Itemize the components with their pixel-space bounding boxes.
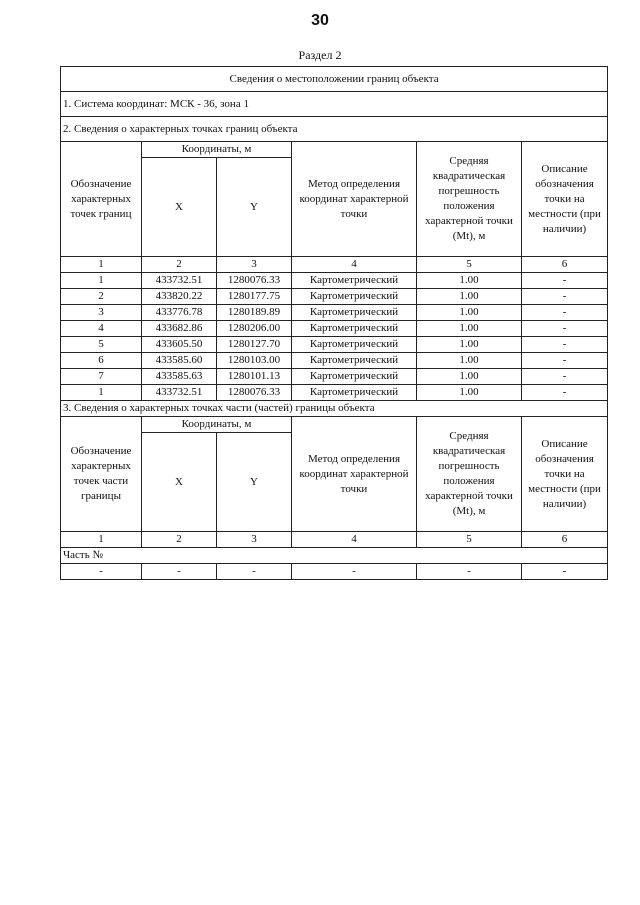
header-y-part: Y bbox=[217, 433, 292, 532]
part-row: - - - - - - bbox=[61, 564, 608, 580]
coord-system: 1. Система координат: МСК - 36, зона 1 bbox=[61, 92, 608, 117]
table-row: 1 433732.51 1280076.33 Картометрический 1.00 - bbox=[61, 273, 608, 289]
part-label: Часть № bbox=[61, 548, 608, 564]
header-method-part: Метод определения координат характерной точки bbox=[292, 417, 417, 532]
boundary-table bbox=[60, 66, 608, 580]
table-row: 3 433776.78 1280189.89 Картометрический 1.00 - bbox=[61, 305, 608, 321]
table-row: 4 433682.86 1280206.00 Картометрический 1.00 - bbox=[61, 321, 608, 337]
header-point-designation: Обозначение характерных точек границ bbox=[61, 142, 142, 257]
header-x: X bbox=[142, 158, 217, 257]
header-method: Метод определения координат характерной точки bbox=[292, 142, 417, 257]
header-error-part: Средняя квадратическая погрешность положения характерной точки (Mt), м bbox=[417, 417, 522, 532]
header-coordinates: Координаты, м bbox=[142, 142, 292, 158]
header-description-part: Описание обозначения точки на местности (при наличии) bbox=[522, 417, 608, 532]
table-row: 2 433820.22 1280177.75 Картометрический 1.00 - bbox=[61, 289, 608, 305]
section2-title: 2. Сведения о характерных точках границ объекта bbox=[61, 117, 608, 142]
header-part-point-designation: Обозначение характерных точек части границы bbox=[61, 417, 142, 532]
header-y: Y bbox=[217, 158, 292, 257]
section3-title: 3. Сведения о характерных точках части (частей) границы объекта bbox=[61, 401, 608, 417]
table-row: 6 433585.60 1280103.00 Картометрический 1.00 - bbox=[61, 353, 608, 369]
col-number-row-part: 1 2 3 4 5 6 bbox=[61, 532, 608, 548]
header-x-part: X bbox=[142, 433, 217, 532]
col-number-row: 1 2 3 4 5 6 bbox=[61, 257, 608, 273]
table-row: 5 433605.50 1280127.70 Картометрический 1.00 - bbox=[61, 337, 608, 353]
table-row: 1 433732.51 1280076.33 Картометрический 1.00 - bbox=[61, 385, 608, 401]
table-title: Сведения о местоположении границ объекта bbox=[61, 67, 608, 92]
header-error: Средняя квадратическая погрешность положения характерной точки (Mt), м bbox=[417, 142, 522, 257]
table-row: 7 433585.63 1280101.13 Картометрический 1.00 - bbox=[61, 369, 608, 385]
page-number: 30 bbox=[311, 12, 329, 29]
header-coordinates-part: Координаты, м bbox=[142, 417, 292, 433]
section-title: Раздел 2 bbox=[298, 48, 342, 62]
header-description: Описание обозначения точки на местности (при наличии) bbox=[522, 142, 608, 257]
